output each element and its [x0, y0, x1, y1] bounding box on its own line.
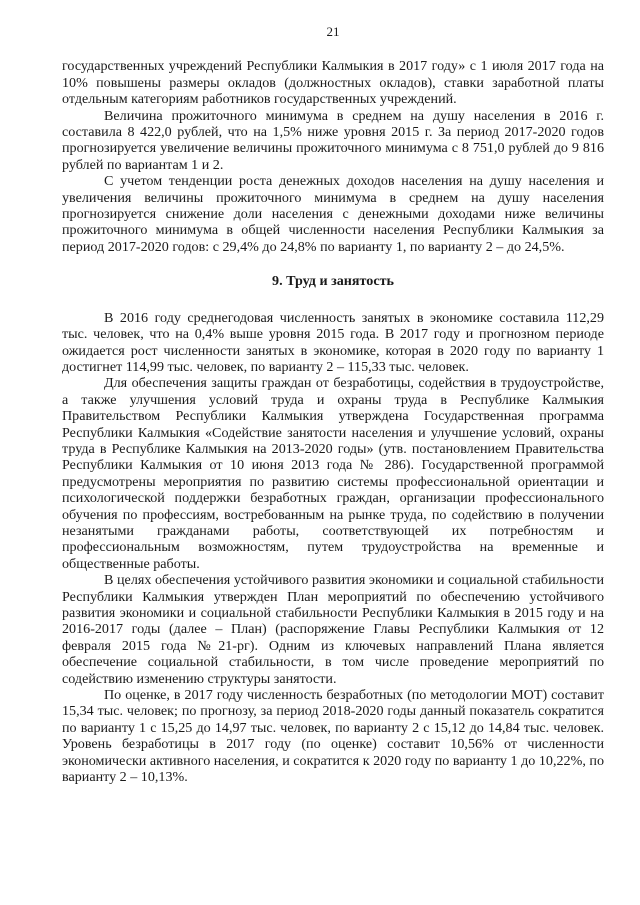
paragraph-state-program: Для обеспечения защиты граждан от безработицы, содействия в трудоустройстве, а также улучшения условий труда и охраны труда в Республике Калмыкия Правительством Республики Калмыкия утверждена Государственная программа Республики Калмыкия «Содействие занятости населения и улучшение условий, охраны труда в Республике Калмыкия на 2013-2020 годы» (утв. постановлением Правительства Республики Калмыкия от 10 июня 2013 года № 286). Государственной программой предусмотрены мероприятия по развитию системы профессиональной ориентации и психологической поддержки безработных граждан, организации профессионального обучения по профессиям, востребованным на рынке труда, по содействию в получении незанятыми гражданами работы, соответствующей их потребностям и профессиональным возможностям, путем трудоустройства на временные и общественные работы.: [62, 375, 604, 572]
paragraph-employment: В 2016 году среднегодовая численность занятых в экономике составила 112,29 тыс. человек, что на 0,4% выше уровня 2015 года. В 2017 году и прогнозном периоде ожидается рост численности занятых в экономике, которая в 2020 году по варианту 1 достигнет 114,99 тыс. человек, по варианту 2 – 115,33 тыс. человек.: [62, 309, 604, 375]
paragraph-salaries: государственных учреждений Республики Калмыкия в 2017 году» с 1 июля 2017 года на 10% повышены размеры окладов (должностных окладов), ставки заработной платы отдельным категориям работников государственных учреждений.: [62, 58, 604, 108]
paragraph-unemployment: По оценке, в 2017 году численность безработных (по методологии МОТ) составит 15,34 тыс. человек; по прогнозу, за период 2018-2020 годы данный показатель сократится по варианту 1 с 15,25 до 14,97 тыс. человек, по варианту 2 с 15,12 до 14,84 тыс. человек. Уровень безработицы в 2017 году (по оценке) составит 10,56% от численности экономически активного населения, и сократится к 2020 году по варианту 1 до 10,22%, по варианту 2 – 10,13%.: [62, 687, 604, 786]
section-heading: 9. Труд и занятость: [272, 273, 394, 290]
paragraph-poverty-share: С учетом тенденции роста денежных доходов населения на душу населения и увеличения величины прожиточного минимума в среднем на душу населения прогнозируется снижение доли населения с денежными доходами ниже величины прожиточного минимума в общей численности населения Республики Калмыкия за период 2017-2020 годов: с 29,4% до 24,8% по варианту 1, по варианту 2 – до 24,5%.: [62, 173, 604, 255]
page-number: 21: [326, 24, 340, 39]
paragraph-subsistence-minimum: Величина прожиточного минимума в среднем на душу населения в 2016 г. составила 8 422,0 рублей, что на 1,5% ниже уровня 2015 г. За период 2017-2020 годов прогнозируется увеличение величины прожиточного минимума с 8 751,0 рублей до 9 816 рублей по вариантам 1 и 2.: [62, 107, 604, 173]
paragraph-stability-plan: В целях обеспечения устойчивого развития экономики и социальной стабильности Республики Калмыкия утвержден План мероприятий по обеспечению устойчивого развития экономики и социальной стабильности Республики Калмыкия в 2015 году и на 2016-2017 годы (далее – План) (распоряжение Главы Республики Калмыкия от 12 февраля 2015 года №21-рг). Одним из ключевых направлений Плана является обеспечение социальной стабильности, в том числе проведение мероприятий по содействию изменению структуры занятости.: [62, 572, 604, 687]
